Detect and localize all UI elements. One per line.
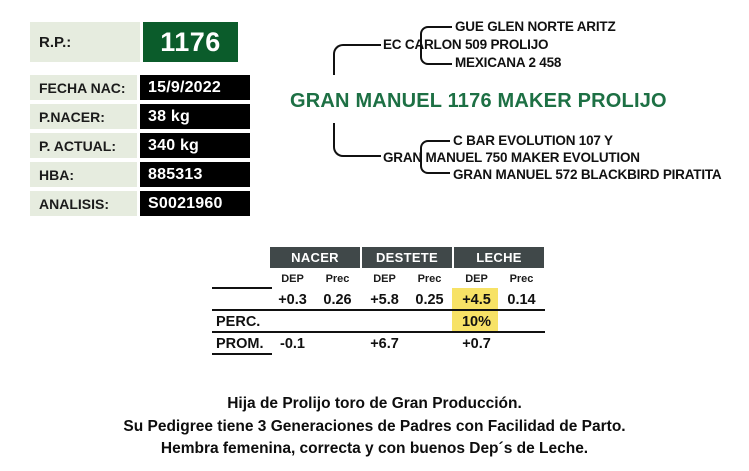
prec-destete-value: 0.25 [415, 292, 444, 308]
sire-branch-bracket [333, 44, 381, 75]
rule-label-bottom [212, 353, 272, 355]
perc-leche-value: 10% [461, 314, 492, 330]
group-header-leche: LECHE [454, 247, 544, 268]
description-line-3: Hembra femenina, correcta y con buenos Dep´s de Leche. [160, 440, 589, 457]
epd-table [212, 247, 545, 359]
group-header-nacer: NACER [270, 247, 360, 268]
rule-under-dep-row [212, 309, 545, 311]
prec-leche-value: 0.14 [507, 292, 536, 308]
sire-dam-name: MEXICANA 2 458 [455, 55, 562, 70]
perc-row-label: PERC. [216, 314, 261, 330]
subheader-dep-nacer: DEP [281, 272, 304, 285]
prom-nacer-value: -0.1 [280, 336, 305, 352]
p-nacer-value: 38 kg [140, 104, 250, 129]
rule-under-perc-row [212, 331, 545, 333]
dam-branch-bracket [333, 123, 381, 157]
p-actual-value: 340 kg [140, 133, 250, 158]
rp-label: R.P.: [30, 22, 140, 62]
prom-row-label: PROM. [216, 336, 264, 352]
sire-name: EC CARLON 509 PROLIJO [383, 37, 549, 52]
description-block [0, 393, 749, 461]
sire-sire-name: GUE GLEN NORTE ARITZ [455, 19, 616, 34]
rp-number-badge: 1176 [143, 22, 238, 62]
subheader-prec-leche: Prec [509, 272, 534, 285]
subheader-dep-leche: DEP [465, 272, 488, 285]
rule-label-top [212, 287, 272, 289]
description-line-2: Su Pedigree tiene 3 Generaciones de Padres con Facilidad de Parto. [123, 417, 626, 435]
p-nacer-label: P.NACER: [30, 104, 137, 129]
subheader-prec-destete: Prec [417, 272, 442, 285]
dep-leche-value: +4.5 [462, 292, 491, 308]
subheader-prec-nacer: Prec [325, 272, 350, 285]
group-header-destete: DESTETE [362, 247, 452, 268]
prec-nacer-value: 0.26 [323, 292, 352, 308]
hba-label: HBA: [30, 162, 137, 187]
analisis-value: S0021960 [140, 191, 250, 216]
dep-destete-value: +5.8 [370, 292, 399, 308]
fecha-nac-value: 15/9/2022 [140, 75, 250, 100]
hba-value: 885313 [140, 162, 250, 187]
dam-sire-name: C BAR EVOLUTION 107 Y [453, 133, 613, 148]
analisis-label: ANALISIS: [30, 191, 137, 216]
animal-name-title: GRAN MANUEL 1176 MAKER PROLIJO [290, 90, 667, 112]
dam-name: GRAN MANUEL 750 MAKER EVOLUTION [383, 150, 640, 165]
subheader-dep-destete: DEP [373, 272, 396, 285]
prom-leche-value: +0.7 [462, 336, 491, 352]
description-line-1: Hija de Prolijo toro de Gran Producción. [227, 395, 522, 412]
dep-nacer-value: +0.3 [278, 292, 307, 308]
fecha-nac-label: FECHA NAC: [30, 75, 137, 100]
p-actual-label: P. ACTUAL: [30, 133, 137, 158]
dam-dam-name: GRAN MANUEL 572 BLACKBIRD PIRATITA [453, 167, 722, 182]
prom-destete-value: +6.7 [370, 336, 399, 352]
